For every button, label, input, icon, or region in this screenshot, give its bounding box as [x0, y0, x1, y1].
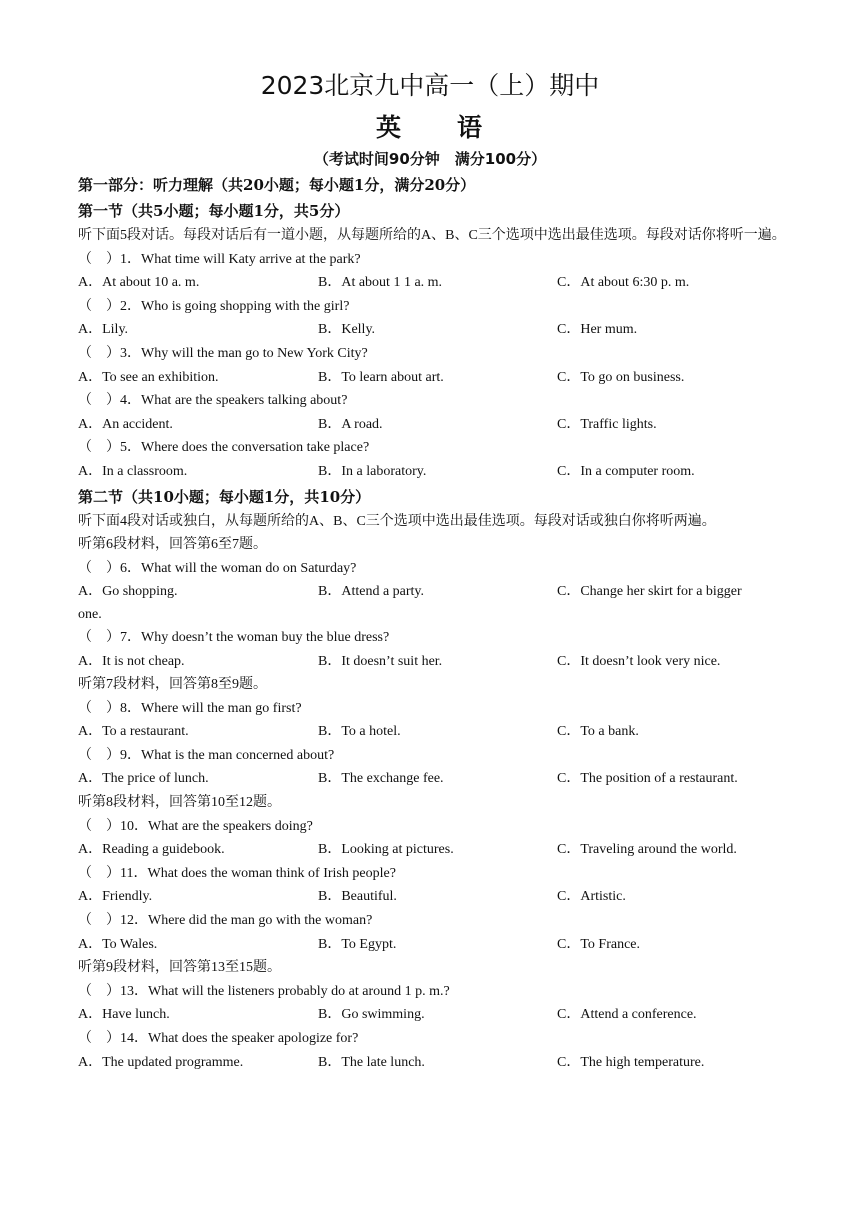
option-a: A．Lily.: [78, 322, 129, 338]
option-b: B．To a hotel.: [318, 724, 401, 740]
question-options: [78, 318, 788, 342]
material-7-note: 听第7段材料，回答第8至9题。: [78, 677, 267, 693]
question-stem: （ ）1．What time will Katy arrive at the park?: [78, 251, 361, 267]
question-12: [78, 909, 788, 956]
section1-instruction: 听下面5段对话。每段对话后有一道小题，从每题所给的A、B、C三个选项中选出最佳选项。每段对话你将听一遍。: [78, 228, 786, 243]
question-8: [78, 697, 788, 744]
question-stem: （ ）2．Who is going shopping with the girl?: [78, 298, 350, 314]
option-c: C．Attend a conference.: [557, 1007, 697, 1023]
question-4: [78, 389, 788, 436]
question-options: [78, 580, 788, 604]
option-b: B．At about 1 1 a. m.: [318, 275, 443, 291]
question-options: [78, 933, 788, 957]
part1-heading: 第一部分：听力理解（共20小题；每小题1分，满分20分）: [78, 176, 476, 194]
option-a: A．Go shopping.: [78, 584, 178, 600]
option-a: A．In a classroom.: [78, 463, 188, 479]
option-b: B．A road.: [318, 416, 383, 432]
exam-content: [78, 172, 788, 1074]
question-10: [78, 815, 788, 862]
option-c: C．Her mum.: [557, 322, 638, 338]
option-a: A．To a restaurant.: [78, 724, 189, 740]
question-stem: （ ）4．What are the speakers talking about?: [78, 393, 348, 409]
question-options: [78, 1003, 788, 1027]
option-b: B．Attend a party.: [318, 584, 425, 600]
option-c: C．Change her skirt for a bigger: [557, 584, 742, 600]
question-options: [78, 271, 788, 295]
question-options: [78, 650, 788, 674]
question-6: [78, 557, 788, 626]
question-stem: （ ）5．Where does the conversation take place?: [78, 440, 370, 456]
question-stem: （ ）14．What does the speaker apologize for?: [78, 1031, 359, 1046]
question-14: [78, 1027, 788, 1074]
option-a: A．Friendly.: [78, 889, 153, 905]
question-7: [78, 626, 788, 673]
exam-meta: （考试时间90分钟 满分100分）: [313, 150, 547, 168]
question-2: [78, 295, 788, 342]
question-stem: （ ）8．Where will the man go first?: [78, 700, 302, 716]
option-c: C．To a bank.: [557, 724, 639, 740]
option-a: A．Have lunch.: [78, 1007, 170, 1023]
material-6-note: 听第6段材料，回答第6至7题。: [78, 537, 267, 553]
option-c: C．The high temperature.: [557, 1054, 705, 1070]
option-b: B．To Egypt.: [318, 936, 397, 952]
question-options: [78, 460, 788, 484]
option-b: B．To learn about art.: [318, 369, 444, 385]
question-stem: （ ）13．What will the listeners probably do at around 1 p. m.?: [78, 983, 450, 999]
option-c: C．Artistic.: [557, 889, 626, 905]
material-9-note: 听第9段材料，回答第13至15题。: [78, 960, 281, 976]
option-c: C．To France.: [557, 936, 641, 952]
question-1: [78, 248, 788, 295]
question-13: [78, 980, 788, 1027]
option-c: C．Traveling around the world.: [557, 842, 737, 858]
option-a: A．The price of lunch.: [78, 771, 209, 787]
question-stem: （ ）12．Where did the man go with the woman?: [78, 913, 373, 929]
question-11: [78, 862, 788, 909]
question-3: [78, 342, 788, 389]
option-c-continuation: one.: [78, 606, 102, 622]
question-options: [78, 1051, 788, 1075]
section2-instruction: 听下面4段对话或独白，从每题所给的A、B、C三个选项中选出最佳选项。每段对话或独白你将听两遍。: [78, 513, 716, 529]
question-options: [78, 885, 788, 909]
option-a: A．It is not cheap.: [78, 653, 185, 669]
option-b: B．Kelly.: [318, 322, 376, 338]
option-c: C．It doesn’t look very nice.: [557, 653, 721, 669]
option-b: B．The exchange fee.: [318, 771, 444, 787]
option-b: B．Go swimming.: [318, 1007, 425, 1023]
question-options: [78, 366, 788, 390]
question-options: [78, 413, 788, 437]
option-a: A．An accident.: [78, 416, 173, 432]
question-stem: （ ）6．What will the woman do on Saturday?: [78, 560, 357, 576]
option-c: C．In a computer room.: [557, 463, 695, 479]
option-a: A．The updated programme.: [78, 1054, 244, 1070]
option-a: A．At about 10 a. m.: [78, 275, 200, 291]
section2-heading: 第二节（共10小题；每小题1分，共10分）: [78, 487, 371, 506]
question-stem: （ ）3．Why will the man go to New York City?: [78, 345, 368, 361]
question-stem: （ ）7．Why doesn’t the woman buy the blue dress?: [78, 629, 390, 645]
material-8-note: 听第8段材料，回答第10至12题。: [78, 795, 281, 811]
option-a: A．To Wales.: [78, 936, 158, 952]
option-b: B．The late lunch.: [318, 1054, 425, 1070]
question-9: [78, 744, 788, 791]
question-stem: （ ）9．What is the man concerned about?: [78, 747, 335, 763]
question-stem: （ ）11．What does the woman think of Irish people?: [78, 865, 396, 881]
option-c: C．The position of a restaurant.: [557, 771, 738, 787]
option-a: A．To see an exhibition.: [78, 369, 219, 385]
option-c: C．Traffic lights.: [557, 416, 657, 432]
question-options: [78, 767, 788, 791]
exam-title: 2023北京九中高一（上）期中: [260, 71, 600, 100]
option-b: B．Beautiful.: [318, 889, 397, 905]
option-b: B．In a laboratory.: [318, 463, 427, 479]
question-stem: （ ）10．What are the speakers doing?: [78, 818, 313, 834]
option-c: C．To go on business.: [557, 369, 685, 385]
option-b: B．Looking at pictures.: [318, 842, 454, 858]
section1-heading: 第一节（共5小题；每小题1分，共5分）: [78, 202, 350, 220]
question-options: [78, 720, 788, 744]
option-b: B．It doesn’t suit her.: [318, 653, 443, 669]
question-5: [78, 436, 788, 483]
question-options: [78, 838, 788, 862]
option-a: A．Reading a guidebook.: [78, 842, 225, 858]
option-c: C．At about 6:30 p. m.: [557, 275, 690, 291]
exam-subject: 英 语: [375, 113, 484, 142]
